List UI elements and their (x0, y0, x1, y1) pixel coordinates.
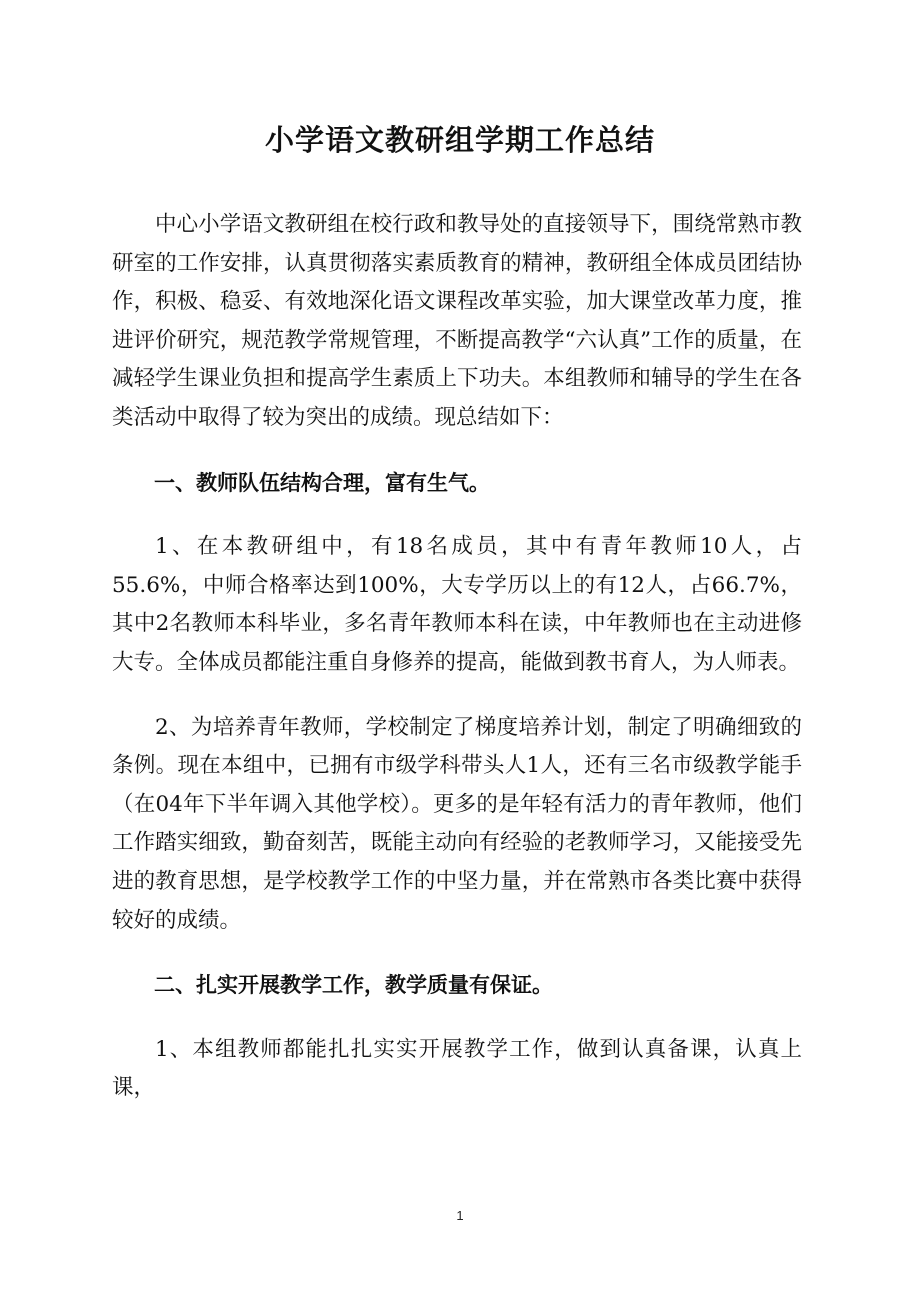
page-number: 1 (456, 1208, 464, 1223)
document-title: 小学语文教研组学期工作总结 (264, 123, 655, 157)
intro-paragraph: 中心小学语文教研组在校行政和教导处的直接领导下，围绕常熟市教研室的工作安排，认真贯彻落实素质教育的精神，教研组全体成员团结协作，积极、稳妥、有效地深化语文课程改革实验，加大课堂改革力度，推进评价研究，规范教学常规管理，不断提高教学“六认真”工作的质量，在减轻学生课业负担和提高学生素质上下功夫。本组教师和辅导的学生在各类活动中取得了较为突出的成绩。现总结如下： (112, 212, 802, 430)
section-heading-1: 一、教师队伍结构合理，富有生气。 (154, 470, 490, 495)
document-body (112, 206, 802, 1134)
section-2-item-1: 1、本组教师都能扎扎实实开展教学工作，做到认真备课，认真上课， (112, 1036, 802, 1101)
section-1-item-1: 1、在本教研组中，有18名成员，其中有青年教师10人，占55.6%，中师合格率达到100%，大专学历以上的有12人，占66.7%，其中2名教师本科毕业，多名青年教师本科在读，中年教师也在主动进修大专。全体成员都能注重自身修养的提高，能做到教书育人，为人师表。 (112, 534, 802, 675)
section-1-item-2: 2、为培养青年教师，学校制定了梯度培养计划，制定了明确细致的条例。现在本组中，已拥有市级学科带头人1人，还有三名市级教学能手（在04年下半年调入其他学校）。更多的是年轻有活力的青年教师，他们工作踏实细致，勤奋刻苦，既能主动向有经验的老教师学习，又能接受先进的教育思想，是学校教学工作的中坚力量，并在常熟市各类比赛中获得较好的成绩。 (112, 714, 802, 933)
section-heading-2: 二、扎实开展教学工作，教学质量有保证。 (154, 973, 553, 998)
